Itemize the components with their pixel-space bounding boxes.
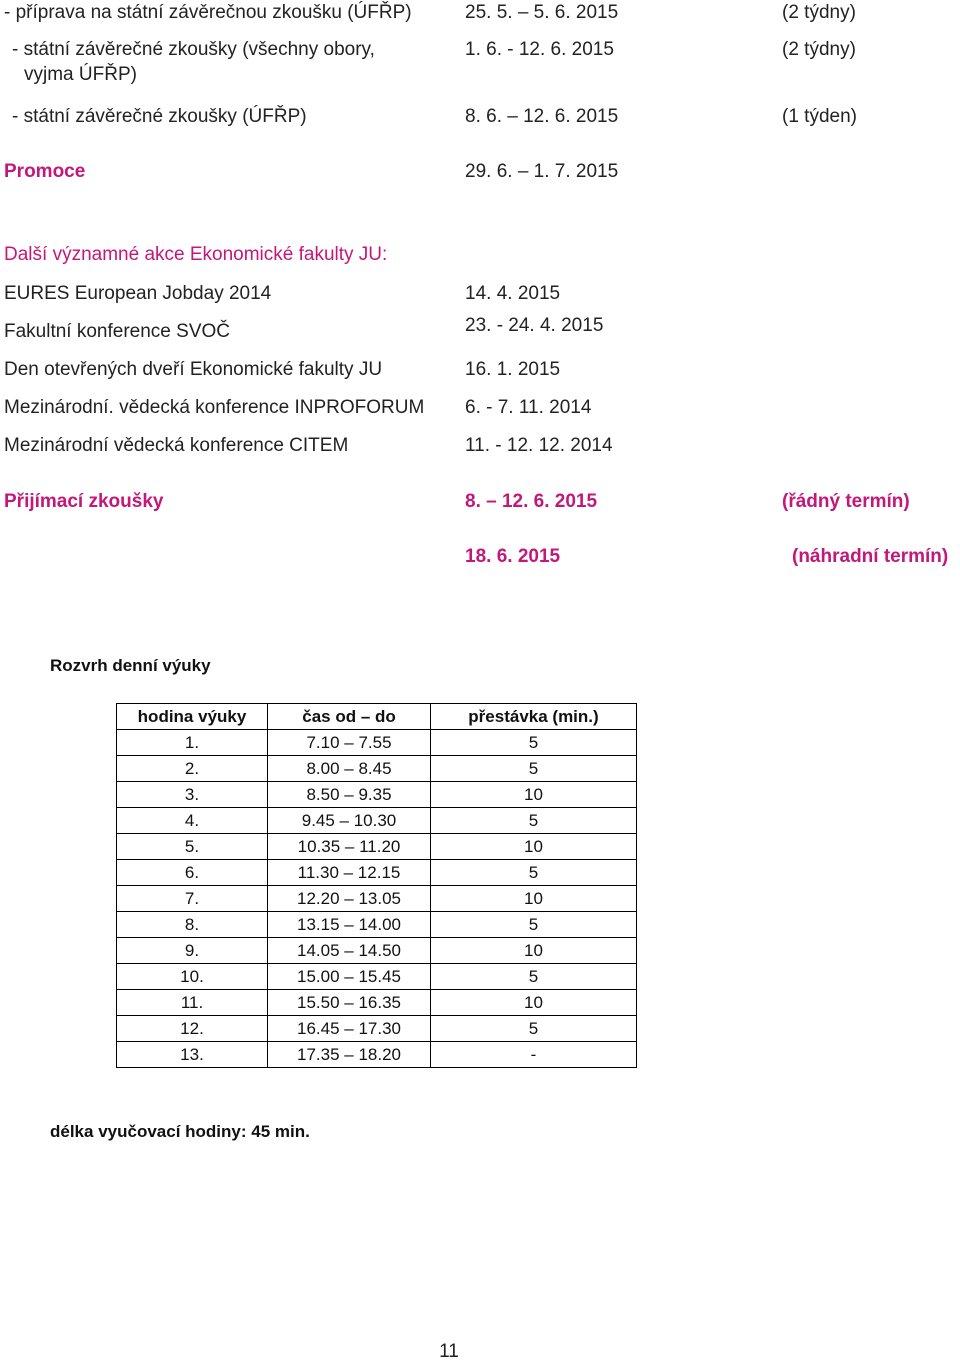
table-row (117, 808, 637, 834)
table-row (117, 990, 637, 1016)
event-svoc-label: Fakultní konference SVOČ (4, 321, 230, 342)
time-cell: 8.00 – 8.45 (268, 756, 431, 782)
break-cell: 10 (431, 938, 637, 964)
lesson-cell: 12. (117, 1016, 268, 1042)
promoce-date: 29. 6. – 1. 7. 2015 (465, 161, 619, 182)
lesson-cell: 2. (117, 756, 268, 782)
table-row (117, 912, 637, 938)
table-row (117, 756, 637, 782)
exam-prep-duration: (2 týdny) (782, 2, 856, 23)
table-row (117, 938, 637, 964)
table-row (117, 782, 637, 808)
table-row (117, 834, 637, 860)
lesson-length-note: délka vyučovací hodiny: 45 min. (50, 1122, 310, 1141)
time-cell: 15.50 – 16.35 (268, 990, 431, 1016)
event-inproforum-date: 6. - 7. 11. 2014 (465, 397, 592, 418)
table-row (117, 860, 637, 886)
time-cell: 16.45 – 17.30 (268, 1016, 431, 1042)
lesson-cell: 9. (117, 938, 268, 964)
lesson-cell: 3. (117, 782, 268, 808)
header-lesson: hodina výuky (117, 704, 268, 730)
exam-prep-label: - příprava na státní závěrečnou zkoušku (ÚFŘP) (4, 2, 412, 23)
lesson-cell: 5. (117, 834, 268, 860)
table-row (117, 964, 637, 990)
time-cell: 8.50 – 9.35 (268, 782, 431, 808)
state-exams-label-cont: vyjma ÚFŘP) (24, 64, 137, 85)
admissions-date-regular: 8. – 12. 6. 2015 (465, 491, 598, 512)
promoce-label: Promoce (4, 161, 86, 182)
break-cell: 5 (431, 756, 637, 782)
event-citem-label: Mezinárodní vědecká konference CITEM (4, 435, 349, 456)
exam-prep-date: 25. 5. – 5. 6. 2015 (465, 2, 619, 23)
event-svoc-date: 23. - 24. 4. 2015 (465, 315, 604, 336)
table-row (117, 886, 637, 912)
state-exams-label: - státní závěrečné zkoušky (všechny obory, (12, 39, 375, 60)
time-cell: 10.35 – 11.20 (268, 834, 431, 860)
event-open-day-label: Den otevřených dveří Ekonomické fakulty JU (4, 359, 383, 380)
break-cell: 5 (431, 860, 637, 886)
lesson-cell: 4. (117, 808, 268, 834)
time-cell: 17.35 – 18.20 (268, 1042, 431, 1068)
break-cell: 5 (431, 964, 637, 990)
table-row (117, 1042, 637, 1068)
admissions-term-alternate: (náhradní termín) (792, 546, 949, 567)
table-row (117, 730, 637, 756)
break-cell: 10 (431, 782, 637, 808)
break-cell: 10 (431, 834, 637, 860)
state-exams-date: 1. 6. - 12. 6. 2015 (465, 39, 614, 60)
time-cell: 13.15 – 14.00 (268, 912, 431, 938)
header-break: přestávka (min.) (431, 704, 637, 730)
timetable-header-row (117, 704, 637, 730)
page-number: 11 (439, 1341, 459, 1362)
event-citem-date: 11. - 12. 12. 2014 (465, 435, 613, 456)
lesson-cell: 1. (117, 730, 268, 756)
time-cell: 12.20 – 13.05 (268, 886, 431, 912)
lesson-cell: 7. (117, 886, 268, 912)
state-exams-ufrp-duration: (1 týden) (782, 106, 857, 127)
timetable-title: Rozvrh denní výuky (50, 656, 211, 675)
lesson-cell: 13. (117, 1042, 268, 1068)
break-cell: 5 (431, 730, 637, 756)
break-cell: 5 (431, 912, 637, 938)
event-eures-date: 14. 4. 2015 (465, 283, 561, 304)
state-exams-ufrp-date: 8. 6. – 12. 6. 2015 (465, 106, 619, 127)
time-cell: 9.45 – 10.30 (268, 808, 431, 834)
lesson-cell: 11. (117, 990, 268, 1016)
events-heading: Další významné akce Ekonomické fakulty JU: (4, 244, 388, 265)
event-eures-label: EURES European Jobday 2014 (4, 283, 272, 304)
lesson-cell: 8. (117, 912, 268, 938)
break-cell: 5 (431, 1016, 637, 1042)
admissions-date-alternate: 18. 6. 2015 (465, 546, 561, 567)
break-cell: 5 (431, 808, 637, 834)
lesson-cell: 10. (117, 964, 268, 990)
time-cell: 7.10 – 7.55 (268, 730, 431, 756)
table-row (117, 1016, 637, 1042)
break-cell: - (431, 1042, 637, 1068)
header-time: čas od – do (268, 704, 431, 730)
admissions-label: Přijímací zkoušky (4, 491, 164, 512)
event-inproforum-label: Mezinárodní. vědecká konference INPROFORUM (4, 397, 425, 418)
time-cell: 11.30 – 12.15 (268, 860, 431, 886)
state-exams-ufrp-label: - státní závěrečné zkoušky (ÚFŘP) (12, 106, 307, 127)
break-cell: 10 (431, 886, 637, 912)
event-open-day-date: 16. 1. 2015 (465, 359, 561, 380)
time-cell: 15.00 – 15.45 (268, 964, 431, 990)
break-cell: 10 (431, 990, 637, 1016)
timetable (116, 703, 637, 1068)
time-cell: 14.05 – 14.50 (268, 938, 431, 964)
lesson-cell: 6. (117, 860, 268, 886)
state-exams-duration: (2 týdny) (782, 39, 856, 60)
admissions-term-regular: (řádný termín) (782, 491, 910, 512)
